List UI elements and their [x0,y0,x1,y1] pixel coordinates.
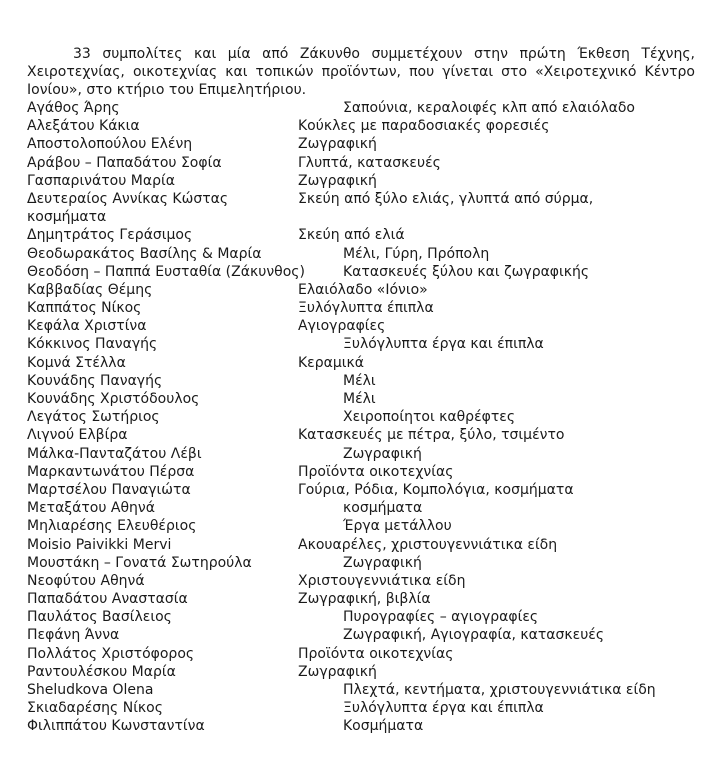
participant-item: Έργα μετάλλου [343,518,452,535]
list-item [27,154,695,172]
list-item [27,299,695,317]
participant-name: Μουστάκη – Γονατά Σωτηρούλα [27,554,252,571]
participant-name: Μαρκαντωνάτου Πέρσα [27,463,195,480]
list-item [27,135,695,153]
participant-item: Πυρογραφίες – αγιογραφίες [343,609,539,626]
list-item [27,717,695,735]
list-item [27,172,695,190]
list-item [27,572,695,590]
participant-name: Δευτεραίος Αννίκας Κώστας [27,190,229,207]
list-item [27,536,695,554]
participant-name: Moisio Paivikki Mervi [27,536,172,553]
participant-item: Προϊόντα οικοτεχνίας [298,463,454,480]
participant-name: Σκιαδαρέσης Νίκος [27,700,163,717]
list-item [27,99,695,117]
list-item [27,335,695,353]
participant-name: Πολλάτος Χριστόφορος [27,645,195,662]
participant-item: Ζωγραφική, Αγιογραφία, κατασκευές [343,627,605,644]
participant-item: Σκεύη από ξύλο ελιάς, γλυπτά από σύρμα, κοσμήματα [27,190,594,225]
list-item [27,663,695,681]
participant-name: Μεταξάτου Αθηνά [27,500,155,517]
participant-item: Ζωγραφική [298,136,377,153]
participant-item: Σαπούνια, κεραλοιφές κλπ από ελαιόλαδο [343,100,635,116]
participant-name: Μάλκα-Πανταζάτου Λέβι [27,445,202,462]
list-item [27,445,695,463]
participant-name: Μηλιαρέσης Ελευθέριος [27,518,197,535]
participant-item: κοσμήματα [343,500,423,517]
participant-name: Παπαδάτου Αναστασία [27,591,188,608]
participant-name: Αλεξάτου Κάκια [27,118,140,135]
participant-name: Λεγάτος Σωτήριος [27,409,160,426]
participant-item: Ελαιόλαδο «Ιόνιο» [298,281,428,298]
participants-list [27,99,695,736]
participant-name: Καππάτος Νίκος [27,300,142,317]
participant-item: Γλυπτά, κατασκευές [298,154,441,171]
list-item [27,626,695,644]
participant-name: Πεφάνη Άννα [27,627,120,644]
participant-item: Χριστουγεννιάτικα είδη [298,572,466,589]
participant-item: Ζωγραφική [343,554,422,571]
participant-item: Κεραμικά [298,354,364,371]
list-item [27,608,695,626]
list-item [27,590,695,608]
participant-name: Νεοφύτου Αθηνά [27,572,145,589]
participant-item: Μέλι, Γύρη, Πρόπολη [343,245,490,262]
participant-item: Κοσμήματα [343,718,424,735]
list-item [27,499,695,517]
list-item [27,281,695,299]
participant-item: Ξυλόγλυπτα έργα και έπιπλα [343,336,544,353]
participant-name: Θεοδόση – Παππά Ευσταθία (Ζάκυνθος) [27,263,305,280]
participant-item: Ζωγραφική [343,445,422,462]
participant-item: Αγιογραφίες [298,318,386,335]
participant-name: Καββαδίας Θέμης [27,281,153,298]
list-item [27,245,695,263]
participant-name: Ραντουλέσκου Μαρία [27,663,176,680]
participant-name: Κουνάδης Παναγής [27,372,163,389]
list-item [27,190,695,226]
participant-item: Ζωγραφική, βιβλία [298,591,431,608]
participant-item: Μέλι [343,372,376,389]
participant-name: Γασπαρινάτου Μαρία [27,172,175,189]
list-item [27,645,695,663]
list-item [27,317,695,335]
list-item [27,463,695,481]
participant-name: Sheludkova Olena [27,682,154,699]
participant-item: Γούρια, Ρόδια, Κομπολόγια, κοσμήματα [298,481,574,498]
participant-item: Ξυλόγλυπτα έπιπλα [298,300,434,317]
participant-item: Σκεύη από ελιά [298,227,405,244]
participant-item: Ξυλόγλυπτα έργα και έπιπλα [343,700,544,717]
participant-name: Θεοδωρακάτος Βασίλης & Μαρία [27,245,262,262]
participant-item: Ζωγραφική [298,172,377,189]
list-item [27,408,695,426]
participant-item: Κατασκευές ξύλου και ζωγραφικής [343,263,590,280]
participant-name: Παυλάτος Βασίλειος [27,609,172,626]
list-item [27,390,695,408]
participant-name: Κόκκινος Παναγής [27,336,158,353]
participant-name: Κομνά Στέλλα [27,354,126,371]
list-item [27,681,695,699]
participant-name: Αγάθος Άρης [27,100,120,116]
participant-name: Μαρτσέλου Παναγιώτα [27,481,191,498]
participant-item: Κούκλες με παραδοσιακές φορεσιές [298,118,550,135]
list-item [27,481,695,499]
list-item [27,354,695,372]
participant-name: Δημητράτος Γεράσιμος [27,227,193,244]
participant-item: Μέλι [343,391,376,408]
participant-name: Αράβου – Παπαδάτου Σοφία [27,154,222,171]
list-item [27,372,695,390]
list-item [27,699,695,717]
intro-paragraph: 33 συμπολίτες και μία από Ζάκυνθο συμμετέχουν στην πρώτη Έκθεση Τέχνης, Χειροτεχνίας, οικοτεχνίας και τοπικών προϊόντων, που γίνεται στο «Χειροτεχνικό Κέντρο Ιονίου», στο κτήριο του Επιμελητήριου. [27,46,695,98]
participant-item: Κατασκευές με πέτρα, ξύλο, τσιμέντο [298,427,565,444]
list-item [27,554,695,572]
list-item [27,226,695,244]
participant-item: Ακουαρέλες, χριστουγεννιάτικα είδη [298,536,558,553]
participant-item: Ζωγραφική [298,663,377,680]
participant-name: Λιγνού Ελβίρα [27,427,128,444]
list-item [27,263,695,281]
list-item [27,117,695,135]
participant-item: Πλεχτά, κεντήματα, χριστουγεννιάτικα είδη [343,682,656,699]
participant-item: Προϊόντα οικοτεχνίας [298,645,454,662]
list-item [27,426,695,444]
list-item [27,517,695,535]
participant-name: Αποστολοπούλου Ελένη [27,136,193,153]
participant-name: Φιλιππάτου Κωνσταντίνα [27,718,205,735]
participant-name: Κεφάλα Χριστίνα [27,318,147,335]
document-page [27,45,695,736]
participant-name: Κουνάδης Χριστόδουλος [27,391,200,408]
participant-item: Χειροποίητοι καθρέφτες [343,409,516,426]
